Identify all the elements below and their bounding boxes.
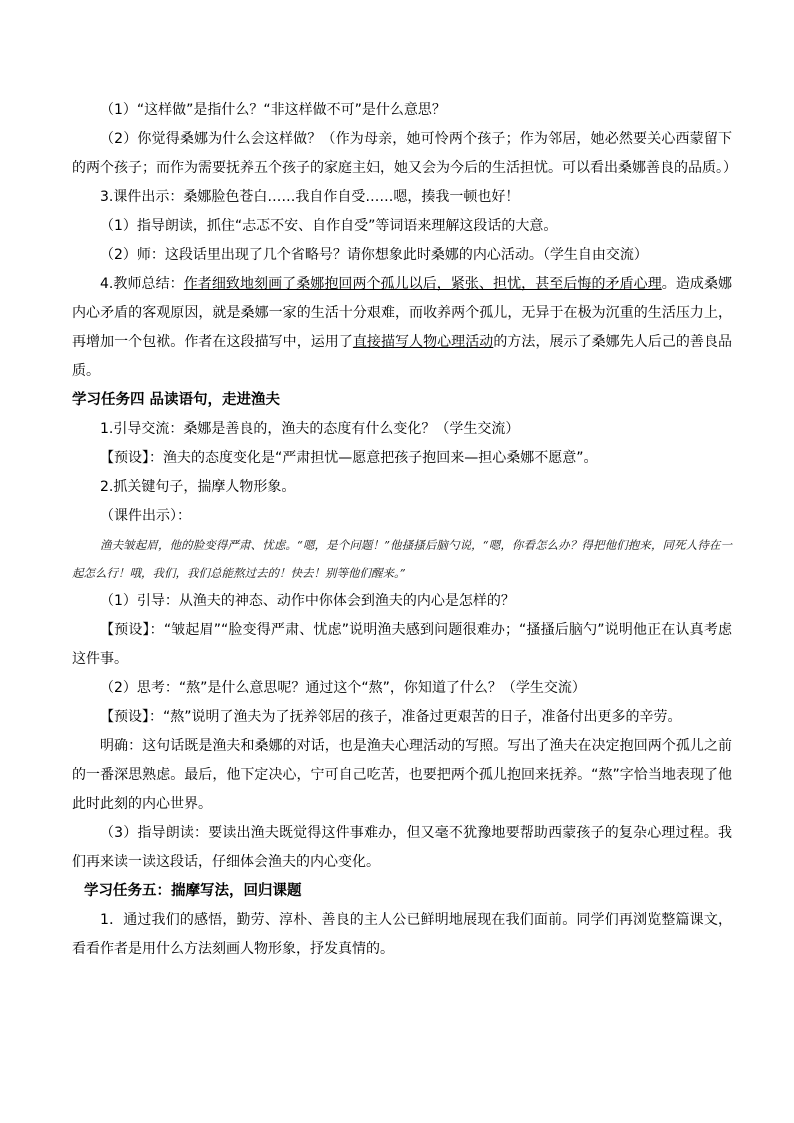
reading-guide-1: （1）指导朗读，抓住“忐忑不安、自作自受”等词语来理解这段话的大意。 xyxy=(100,218,558,234)
summary-underlined-2: 直接描写人物心理活动 xyxy=(352,334,494,350)
task4-reading-3: （3）指导朗读：要读出渔夫既觉得这件事难办，但又毫不犹豫地要帮助西蒙孩子的复杂心理过程。我们再来读一读这段话，仔细体会渔夫的内心变化。 xyxy=(72,825,732,870)
task-5-heading: 学习任务五：揣摩写法，回归课题 xyxy=(84,883,302,899)
task4-item-1: 1.引导交流：桑娜是善良的，渔夫的态度有什么变化？（学生交流） xyxy=(100,421,520,437)
task4-guide-1: （1）引导：从渔夫的神态、动作中你体会到渔夫的内心是怎样的？ xyxy=(100,593,515,609)
question-1: （1）“这样做”是指什么？“非这样做不可”是什么意思？ xyxy=(100,102,446,118)
summary-middle: 。造成桑娜内心矛盾的客观原因，就是桑娜一家的生活十分艰难，而收养两个孤儿，无异于在极为沉重的生活压力上，再增加一个包袱。作者在这段描写中，运用了 xyxy=(72,276,733,350)
question-2: （2）你觉得桑娜为什么会这样做？（作为母亲，她可怜两个孩子；作为邻居，她必然要关心西蒙留下的两个孩子；而作为需要抚养五个孩子的家庭主妇，她又会为今后的生活担忧。可以看出桑娜善良的品质。） xyxy=(72,131,737,176)
task4-item-2: 2.抓关键句子，揣摩人物形象。 xyxy=(100,479,296,495)
teacher-summary xyxy=(72,270,732,386)
courseware-item-3: 3.课件出示：桑娜脸色苍白……我自作自受……嗯，揍我一顿也好！ xyxy=(100,189,520,205)
task4-clarify: 明确：这句话既是渔夫和桑娜的对话，也是渔夫心理活动的写照。写出了渔夫在决定抱回两个孤儿之前的一番深思熟虑。最后，他下定决心，宁可自己吃苦，也要把两个孤儿抱回来抚养。“熬”字恰当地表现了他此时此刻的内心世界。 xyxy=(72,738,732,812)
task4-think-2: （2）思考：“熬”是什么意思呢？通过这个“熬”，你知道了什么？（学生交流） xyxy=(100,680,586,696)
document-body xyxy=(72,96,737,964)
courseware-label: （课件出示）： xyxy=(100,508,191,524)
task4-preset-1: 【预设】：渔夫的态度变化是“严肃担忧—愿意把孩子抱回来—担心桑娜不愿意”。 xyxy=(100,450,598,466)
task4-preset-2: 【预设】：“皱起眉”“脸变得严肃、忧虑”说明渔夫感到问题很难办；“搔搔后脑勺”说明他正在认真考虑这件事。 xyxy=(72,622,732,667)
task4-preset-3: 【预设】：“熬”说明了渔夫为了抚养邻居的孩子，准备过更艰苦的日子，准备付出更多的辛劳。 xyxy=(100,709,682,725)
courseware-quote: 渔夫皱起眉，他的脸变得严肃、忧虑。“嗯，是个问题！”他搔搔后脑勺说，“嗯，你看怎么办？得把他们抱来，同死人待在一起怎么行！哦，我们，我们总能熬过去的！快去！别等他们醒来。” xyxy=(72,538,732,580)
summary-prefix: 4.教师总结： xyxy=(100,276,184,292)
task5-item-1: 1．通过我们的感悟，勤劳、淳朴、善良的主人公已鲜明地展现在我们面前。同学们再浏览整篇课文，看看作者是用什么方法刻画人物形象，抒发真情的。 xyxy=(72,912,732,957)
teacher-prompt-2: （2）师：这段话里出现了几个省略号？请你想象此时桑娜的内心活动。（学生自由交流） xyxy=(100,247,648,263)
summary-underlined-1: 作者细致地刻画了桑娜抱回两个孤儿以后，紧张、担忧，甚至后悔的矛盾心理 xyxy=(183,276,662,292)
task-4-heading: 学习任务四 品读语句，走进渔夫 xyxy=(72,392,281,408)
summary-suffix: 的方法，展示了桑娜先人后己的善良品质。 xyxy=(72,334,733,379)
